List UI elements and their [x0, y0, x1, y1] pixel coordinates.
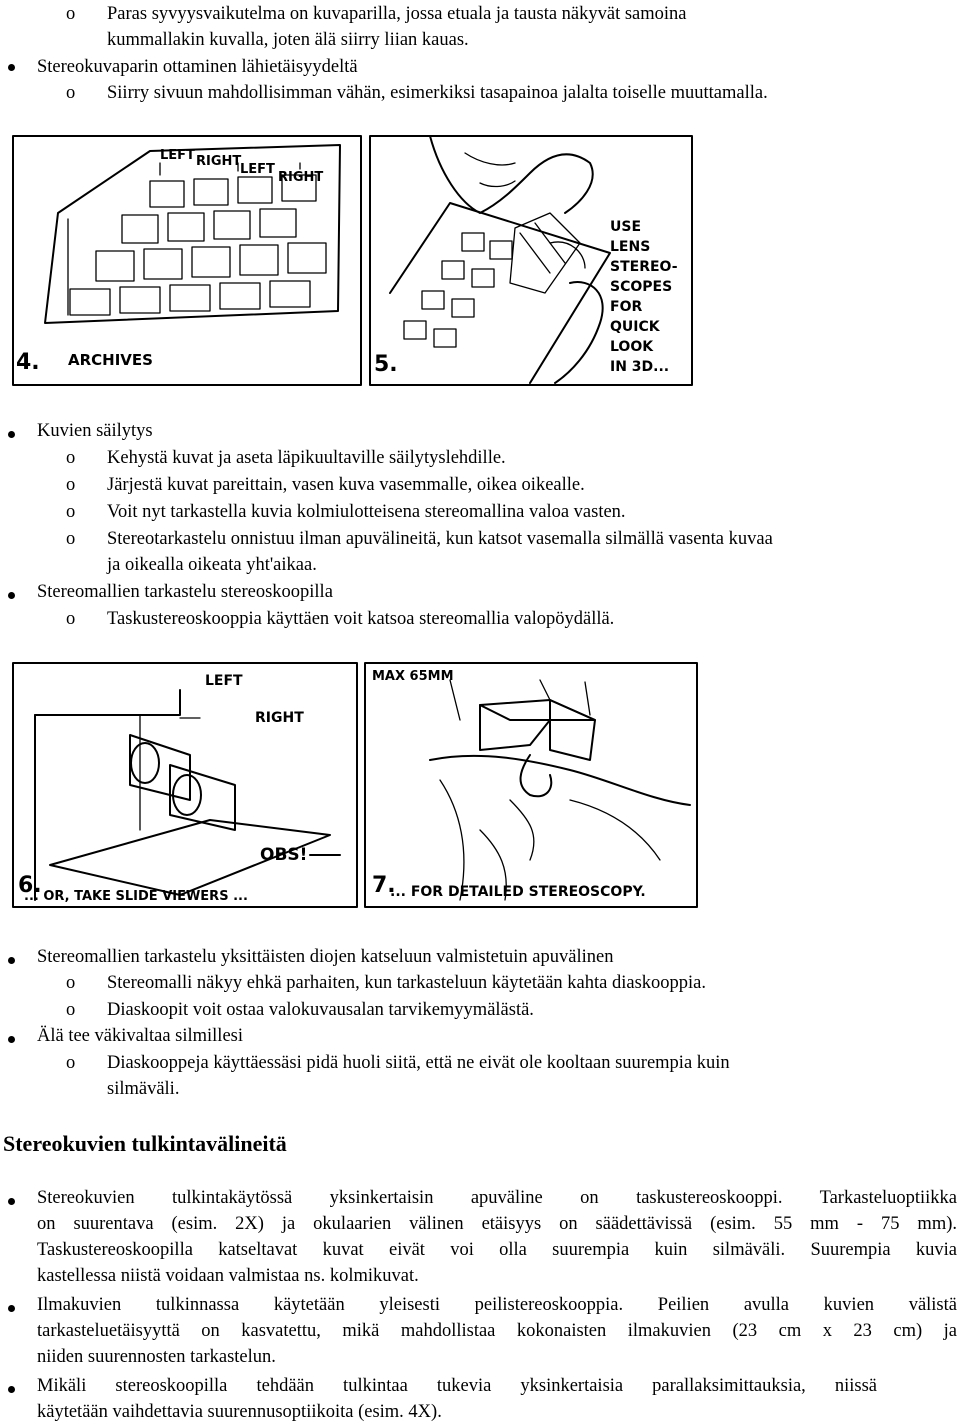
svg-text:LOOK: LOOK	[610, 339, 654, 355]
svg-text:LEFT: LEFT	[205, 673, 243, 689]
text-line: niiden suurennosten tarkastelun.	[37, 1347, 276, 1367]
text-line: on suurentava (esim. 2X) ja okulaarien välinen etäisyys on säädettävissä (esim. 55 mm - 75 mm).	[37, 1214, 957, 1234]
text-line: Järjestä kuvat pareittain, vasen kuva vasemmalle, oikea oikealle.	[107, 475, 585, 495]
svg-text:LENS: LENS	[610, 239, 651, 255]
svg-text:... OR, TAKE SLIDE VIEWERS ...: ... OR, TAKE SLIDE VIEWERS ...	[24, 889, 248, 904]
svg-text:5.: 5.	[374, 352, 398, 377]
svg-text:LEFT: LEFT	[160, 148, 195, 163]
text-line: Mikäli stereoskoopilla tehdään tulkintaa tukevia yksinkertaisia parallaksimittauksia, niissä	[37, 1376, 877, 1396]
svg-text:RIGHT: RIGHT	[255, 710, 304, 726]
bullet-marker	[8, 957, 15, 964]
text-line: Kuvien säilytys	[37, 421, 153, 441]
bullet-marker	[8, 1198, 15, 1205]
svg-text:QUICK: QUICK	[610, 319, 660, 335]
illustration-slide-viewers-and-stereoscopy	[10, 660, 700, 910]
svg-text:STEREO-: STEREO-	[610, 259, 678, 275]
text-line: Taskustereoskoopilla katseltavat kuvat eivät voi olla suurempia kuin silmäväli. Suurempia kuvia	[37, 1240, 957, 1260]
text-line: Stereomalli näkyy ehkä parhaiten, kun tarkasteluun käytetään kahta diaskooppia.	[107, 973, 706, 993]
text-line: Kehystä kuvat ja aseta läpikuultaville säilytyslehdille.	[107, 448, 506, 468]
svg-text:IN 3D...: IN 3D...	[610, 359, 670, 375]
sub-bullet-marker: o	[66, 475, 76, 495]
svg-text:... FOR DETAILED STEREOSCOPY.: ... FOR DETAILED STEREOSCOPY.	[390, 884, 646, 900]
text-line: Siirry sivuun mahdollisimman vähän, esimerkiksi tasapainoa jalalta toiselle muuttamalla.	[107, 83, 768, 103]
text-line: Stereokuvien tulkintakäytössä yksinkertaisin apuväline on taskustereoskooppi. Tarkasteluoptiikka	[37, 1188, 957, 1208]
bullet-marker	[8, 1305, 15, 1312]
svg-text:OBS!: OBS!	[260, 845, 308, 865]
text-line: kastellessa niistä voidaan valmistaa ns. kolmikuvat.	[37, 1266, 419, 1286]
sub-bullet-marker: o	[66, 1053, 76, 1073]
svg-text:MAX 65MM: MAX 65MM	[372, 669, 454, 684]
text-line: ja oikealla oikeata yht'aikaa.	[107, 555, 317, 575]
text-line: Stereomallien tarkastelu stereoskoopilla	[37, 582, 333, 602]
bullet-marker	[8, 64, 15, 71]
svg-text:RIGHT: RIGHT	[278, 170, 324, 185]
text-line: Stereotarkastelu onnistuu ilman apuvälineitä, kun katsot vasemalla silmällä vasenta kuvaa	[107, 529, 773, 549]
text-line: kummallakin kuvalla, joten älä siirry liian kauas.	[107, 30, 469, 50]
text-line: Voit nyt tarkastella kuvia kolmiulotteisena stereomallina valoa vasten.	[107, 502, 626, 522]
text-line: Paras syvyysvaikutelma on kuvaparilla, jossa etuala ja tausta näkyvät samoina	[107, 4, 687, 24]
svg-text:4.: 4.	[16, 350, 40, 375]
text-line: käytetään vaihdettavia suurennusoptiikoita (esim. 4X).	[37, 1402, 442, 1422]
illustration-archives-and-lens-stereoscope	[10, 133, 695, 388]
sub-bullet-marker: o	[66, 973, 76, 993]
text-line: Älä tee väkivaltaa silmillesi	[37, 1026, 244, 1046]
text-line: silmäväli.	[107, 1079, 180, 1099]
section-heading: Stereokuvien tulkintavälineitä	[3, 1131, 287, 1156]
sub-bullet-marker: o	[66, 448, 76, 468]
text-line: Stereomallien tarkastelu yksittäisten diojen katseluun valmistetuin apuvälinen	[37, 947, 614, 967]
text-line: Ilmakuvien tulkinnassa käytetään yleisesti peilistereoskooppia. Peilien avulla kuvien välistä	[37, 1295, 957, 1315]
text-line: tarkasteluetäisyyttä on kasvatettu, mikä mahdollistaa kokonaisten ilmakuvien (23 cm x 23 cm) ja	[37, 1321, 957, 1341]
sub-bullet-marker: o	[66, 4, 76, 24]
bullet-marker	[8, 1386, 15, 1393]
bullet-marker	[8, 1036, 15, 1043]
text-line: Diaskooppeja käyttäessäsi pidä huoli siitä, että ne eivät ole kooltaan suurempia kuin	[107, 1053, 730, 1073]
svg-text:SCOPES: SCOPES	[610, 279, 673, 295]
text-line: Stereokuvaparin ottaminen lähietäisyydeltä	[37, 57, 358, 77]
svg-text:ARCHIVES: ARCHIVES	[68, 351, 153, 369]
sub-bullet-marker: o	[66, 1000, 76, 1020]
text-line: Diaskoopit voit ostaa valokuvausalan tarvikemyymälästä.	[107, 1000, 534, 1020]
bullet-marker	[8, 431, 15, 438]
svg-text:USE: USE	[610, 219, 642, 235]
svg-text:RIGHT: RIGHT	[196, 154, 242, 169]
svg-text:LEFT: LEFT	[240, 162, 275, 177]
sub-bullet-marker: o	[66, 502, 76, 522]
text-line: Taskustereoskooppia käyttäen voit katsoa stereomallia valopöydällä.	[107, 609, 615, 629]
svg-text:FOR: FOR	[610, 299, 643, 315]
sub-bullet-marker: o	[66, 83, 76, 103]
svg-text:6.: 6.	[18, 873, 42, 898]
svg-text:7.: 7.	[372, 873, 396, 898]
bullet-marker	[8, 592, 15, 599]
sub-bullet-marker: o	[66, 609, 76, 629]
sub-bullet-marker: o	[66, 529, 76, 549]
